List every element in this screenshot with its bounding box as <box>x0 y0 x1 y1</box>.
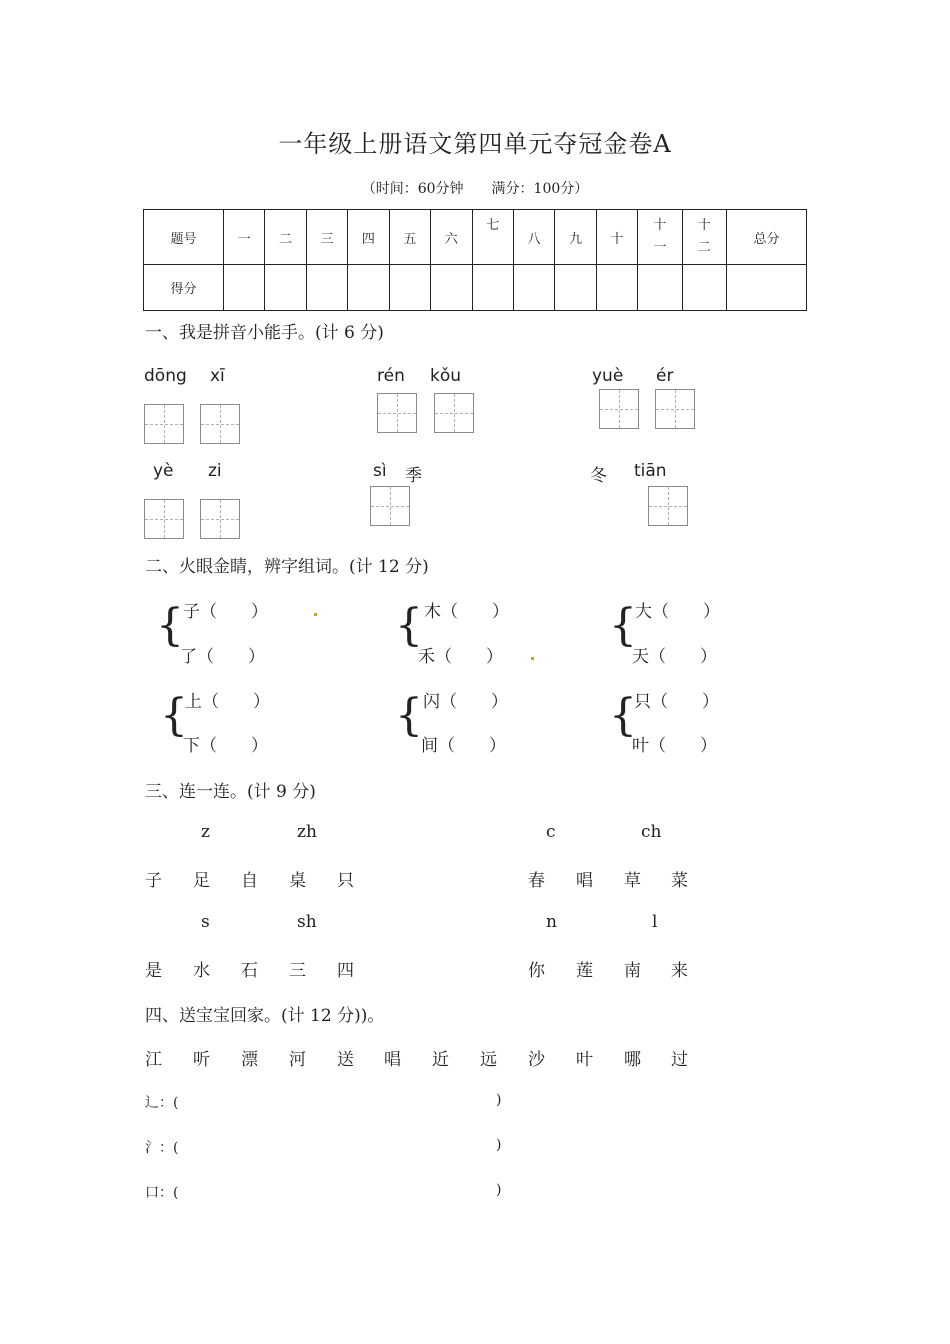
score-header-cell: 总分 <box>726 210 806 265</box>
score-input-cell[interactable] <box>348 265 389 311</box>
section-1-heading: 一、我是拼音小能手。(计 6 分) <box>145 323 384 343</box>
initial-label: s <box>201 912 210 932</box>
word-pair-top[interactable]: 上（ ） <box>185 692 270 712</box>
radical-label: 口：( <box>145 1185 179 1201</box>
word-pair-bottom[interactable]: 下（ ） <box>183 736 268 756</box>
score-header-cell: 六 <box>431 210 472 265</box>
sort-char: 近 <box>432 1050 449 1070</box>
pinyin-label: sì <box>373 461 387 481</box>
connect-char[interactable]: 石 <box>241 961 258 981</box>
word-pair-bottom[interactable]: 禾（ ） <box>418 647 503 667</box>
radical-close: ) <box>496 1137 502 1153</box>
connect-char[interactable]: 四 <box>337 961 354 981</box>
score-header-cell <box>638 210 682 265</box>
score-input-cell[interactable] <box>682 265 726 311</box>
sort-char: 沙 <box>528 1050 545 1070</box>
word-pair-top[interactable]: 大（ ） <box>635 602 720 622</box>
score-input-cell[interactable] <box>431 265 472 311</box>
connect-char[interactable]: 你 <box>528 961 545 981</box>
score-header-label: 十二 <box>697 218 711 255</box>
radical-answer-field[interactable] <box>183 1135 493 1155</box>
connect-char[interactable]: 菜 <box>671 871 688 891</box>
initial-label: zh <box>297 822 317 842</box>
sort-char: 送 <box>337 1050 354 1070</box>
radical-answer-field[interactable] <box>183 1180 493 1200</box>
connect-char[interactable]: 草 <box>624 871 641 891</box>
writing-grid-box[interactable] <box>599 389 639 429</box>
connect-char[interactable]: 三 <box>289 961 306 981</box>
score-input-cell[interactable] <box>513 265 554 311</box>
score-header-cell: 一 <box>223 210 264 265</box>
writing-grid-box[interactable] <box>200 499 240 539</box>
sort-char: 河 <box>289 1050 306 1070</box>
sort-char: 唱 <box>384 1050 401 1070</box>
score-row-label: 得分 <box>144 265 224 311</box>
radical-answer-field[interactable] <box>183 1090 493 1110</box>
writing-grid-box[interactable] <box>370 486 410 526</box>
score-header-cell: 十 <box>596 210 637 265</box>
section-2-heading: 二、火眼金睛，辨字组词。(计 12 分) <box>145 557 429 577</box>
hanzi-label: 冬 <box>590 466 607 486</box>
sort-char: 漂 <box>241 1050 258 1070</box>
sort-char: 远 <box>480 1050 497 1070</box>
score-header-cell: 三 <box>306 210 347 265</box>
connect-char[interactable]: 足 <box>193 871 210 891</box>
sort-char: 叶 <box>576 1050 593 1070</box>
connect-char[interactable]: 春 <box>528 871 545 891</box>
initial-label: c <box>546 822 556 842</box>
connect-char[interactable]: 只 <box>337 871 354 891</box>
radical-close: ) <box>496 1182 502 1198</box>
score-header-cell: 八 <box>513 210 554 265</box>
score-input-cell[interactable] <box>306 265 347 311</box>
score-header-label: 十一 <box>653 218 667 255</box>
pinyin-label: zi <box>208 461 222 481</box>
connect-char[interactable]: 桌 <box>289 871 306 891</box>
connect-char[interactable]: 子 <box>145 871 162 891</box>
writing-grid-box[interactable] <box>144 404 184 444</box>
writing-grid-box[interactable] <box>377 393 417 433</box>
score-table <box>143 209 807 311</box>
connect-char[interactable]: 莲 <box>576 961 593 981</box>
ink-dot <box>531 657 534 660</box>
score-header-cell: 九 <box>555 210 596 265</box>
sort-char: 过 <box>671 1050 688 1070</box>
pinyin-label: rén <box>377 366 405 386</box>
score-input-cell[interactable] <box>596 265 637 311</box>
pinyin-label: ér <box>656 366 674 386</box>
word-pair-bottom[interactable]: 间（ ） <box>421 736 506 756</box>
connect-char[interactable]: 水 <box>193 961 210 981</box>
initial-label: l <box>652 912 658 932</box>
sort-char: 哪 <box>624 1050 641 1070</box>
word-pair-top[interactable]: 只（ ） <box>634 692 719 712</box>
initial-label: sh <box>297 912 317 932</box>
score-input-cell[interactable] <box>223 265 264 311</box>
pinyin-label: xī <box>210 366 225 386</box>
pinyin-label: tiān <box>634 461 667 481</box>
connect-char[interactable]: 来 <box>671 961 688 981</box>
score-header-cell: 五 <box>389 210 430 265</box>
connect-char[interactable]: 南 <box>624 961 641 981</box>
score-input-cell[interactable] <box>726 265 806 311</box>
word-pair-top[interactable]: 子（ ） <box>183 602 268 622</box>
pinyin-label: yè <box>153 461 174 481</box>
radical-label: 氵：( <box>145 1140 179 1156</box>
pinyin-label: kǒu <box>430 366 462 386</box>
word-pair-top[interactable]: 木（ ） <box>424 602 509 622</box>
writing-grid-box[interactable] <box>648 486 688 526</box>
score-header-cell: 题号 <box>144 210 224 265</box>
writing-grid-box[interactable] <box>200 404 240 444</box>
sort-char: 听 <box>193 1050 210 1070</box>
page-title: 一年级上册语文第四单元夺冠金卷A <box>278 130 672 158</box>
writing-grid-box[interactable] <box>144 499 184 539</box>
section-4-heading: 四、送宝宝回家。(计 12 分))。 <box>145 1006 385 1026</box>
sort-char: 江 <box>145 1050 162 1070</box>
word-pair-bottom[interactable]: 了（ ） <box>180 647 265 667</box>
score-input-cell[interactable] <box>555 265 596 311</box>
pinyin-label: dōng <box>144 366 187 386</box>
writing-grid-box[interactable] <box>655 389 695 429</box>
initial-label: n <box>546 912 557 932</box>
word-pair-top[interactable]: 闪（ ） <box>423 692 508 712</box>
brace-icon: { <box>395 690 423 741</box>
radical-close: ) <box>496 1092 502 1108</box>
word-pair-bottom[interactable]: 叶（ ） <box>632 736 717 756</box>
score-input-cell[interactable] <box>265 265 306 311</box>
pinyin-label: yuè <box>592 366 624 386</box>
score-header-cell: 二 <box>265 210 306 265</box>
section-3-heading: 三、连一连。(计 9 分) <box>145 782 316 802</box>
score-header-cell <box>682 210 726 265</box>
writing-grid-box[interactable] <box>434 393 474 433</box>
initial-label: z <box>201 822 210 842</box>
score-input-cell[interactable] <box>472 265 513 311</box>
hanzi-label: 季 <box>405 466 422 486</box>
brace-icon: { <box>156 600 184 651</box>
word-pair-bottom[interactable]: 天（ ） <box>632 647 717 667</box>
brace-icon: { <box>160 690 188 741</box>
connect-char[interactable]: 唱 <box>576 871 593 891</box>
radical-label: 辶：( <box>145 1095 179 1111</box>
score-input-cell[interactable] <box>389 265 430 311</box>
score-header-cell: 四 <box>348 210 389 265</box>
ink-dot <box>314 613 317 616</box>
initial-label: ch <box>641 822 662 842</box>
connect-char[interactable]: 是 <box>145 961 162 981</box>
score-input-cell[interactable] <box>638 265 682 311</box>
connect-char[interactable]: 自 <box>241 871 258 891</box>
brace-icon: { <box>609 600 637 651</box>
brace-icon: { <box>395 600 423 651</box>
score-header-cell: 七 <box>472 210 513 265</box>
page-subtitle: （时间：60分钟 满分：100分） <box>361 181 589 197</box>
brace-icon: { <box>609 690 637 741</box>
